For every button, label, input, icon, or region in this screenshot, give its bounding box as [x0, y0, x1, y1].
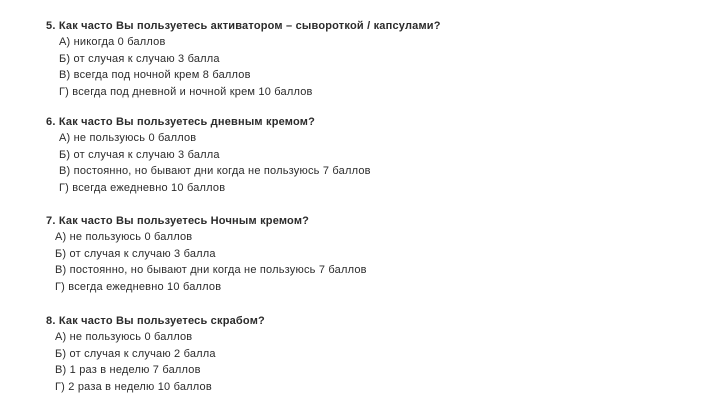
answer-option-a: А) не пользуюсь 0 баллов	[55, 331, 193, 343]
answer-option-a: А) никогда 0 баллов	[59, 36, 166, 48]
answer-option-g: Г) всегда ежедневно 10 баллов	[59, 181, 226, 194]
answer-option-g: Г) 2 раза в неделю 10 баллов	[55, 380, 212, 393]
answer-option-b: Б) от случая к случаю 3 балла	[59, 52, 220, 65]
answer-option-b: Б) от случая к случаю 2 балла	[55, 347, 216, 360]
question-title: 5. Как часто Вы пользуетесь активатором – сывороткой / капсулами?	[46, 20, 441, 32]
answer-option-g: Г) всегда ежедневно 10 баллов	[55, 280, 222, 293]
answer-option-a: А) не пользуюсь 0 баллов	[59, 132, 197, 144]
answer-option-v: В) всегда под ночной крем 8 баллов	[59, 69, 251, 81]
question-6	[46, 115, 686, 196]
answer-option-v: В) 1 раз в неделю 7 баллов	[55, 364, 201, 376]
question-title: 8. Как часто Вы пользуетесь скрабом?	[46, 315, 265, 327]
answer-option-b: Б) от случая к случаю 3 балла	[55, 247, 216, 260]
answer-option-v: В) постоянно, но бывают дни когда не пользуюсь 7 баллов	[59, 165, 371, 177]
question-title: 6. Как часто Вы пользуетесь дневным кремом?	[46, 116, 316, 128]
question-title: 7. Как часто Вы пользуетесь Ночным кремом?	[46, 215, 310, 227]
answer-option-a: А) не пользуюсь 0 баллов	[55, 231, 193, 243]
question-5	[46, 19, 686, 100]
answer-option-g: Г) всегда под дневной и ночной крем 10 баллов	[59, 85, 313, 98]
question-8	[46, 314, 686, 395]
answer-option-b: Б) от случая к случаю 3 балла	[59, 148, 220, 161]
question-7	[46, 214, 686, 295]
answer-option-v: В) постоянно, но бывают дни когда не пользуюсь 7 баллов	[55, 264, 367, 276]
